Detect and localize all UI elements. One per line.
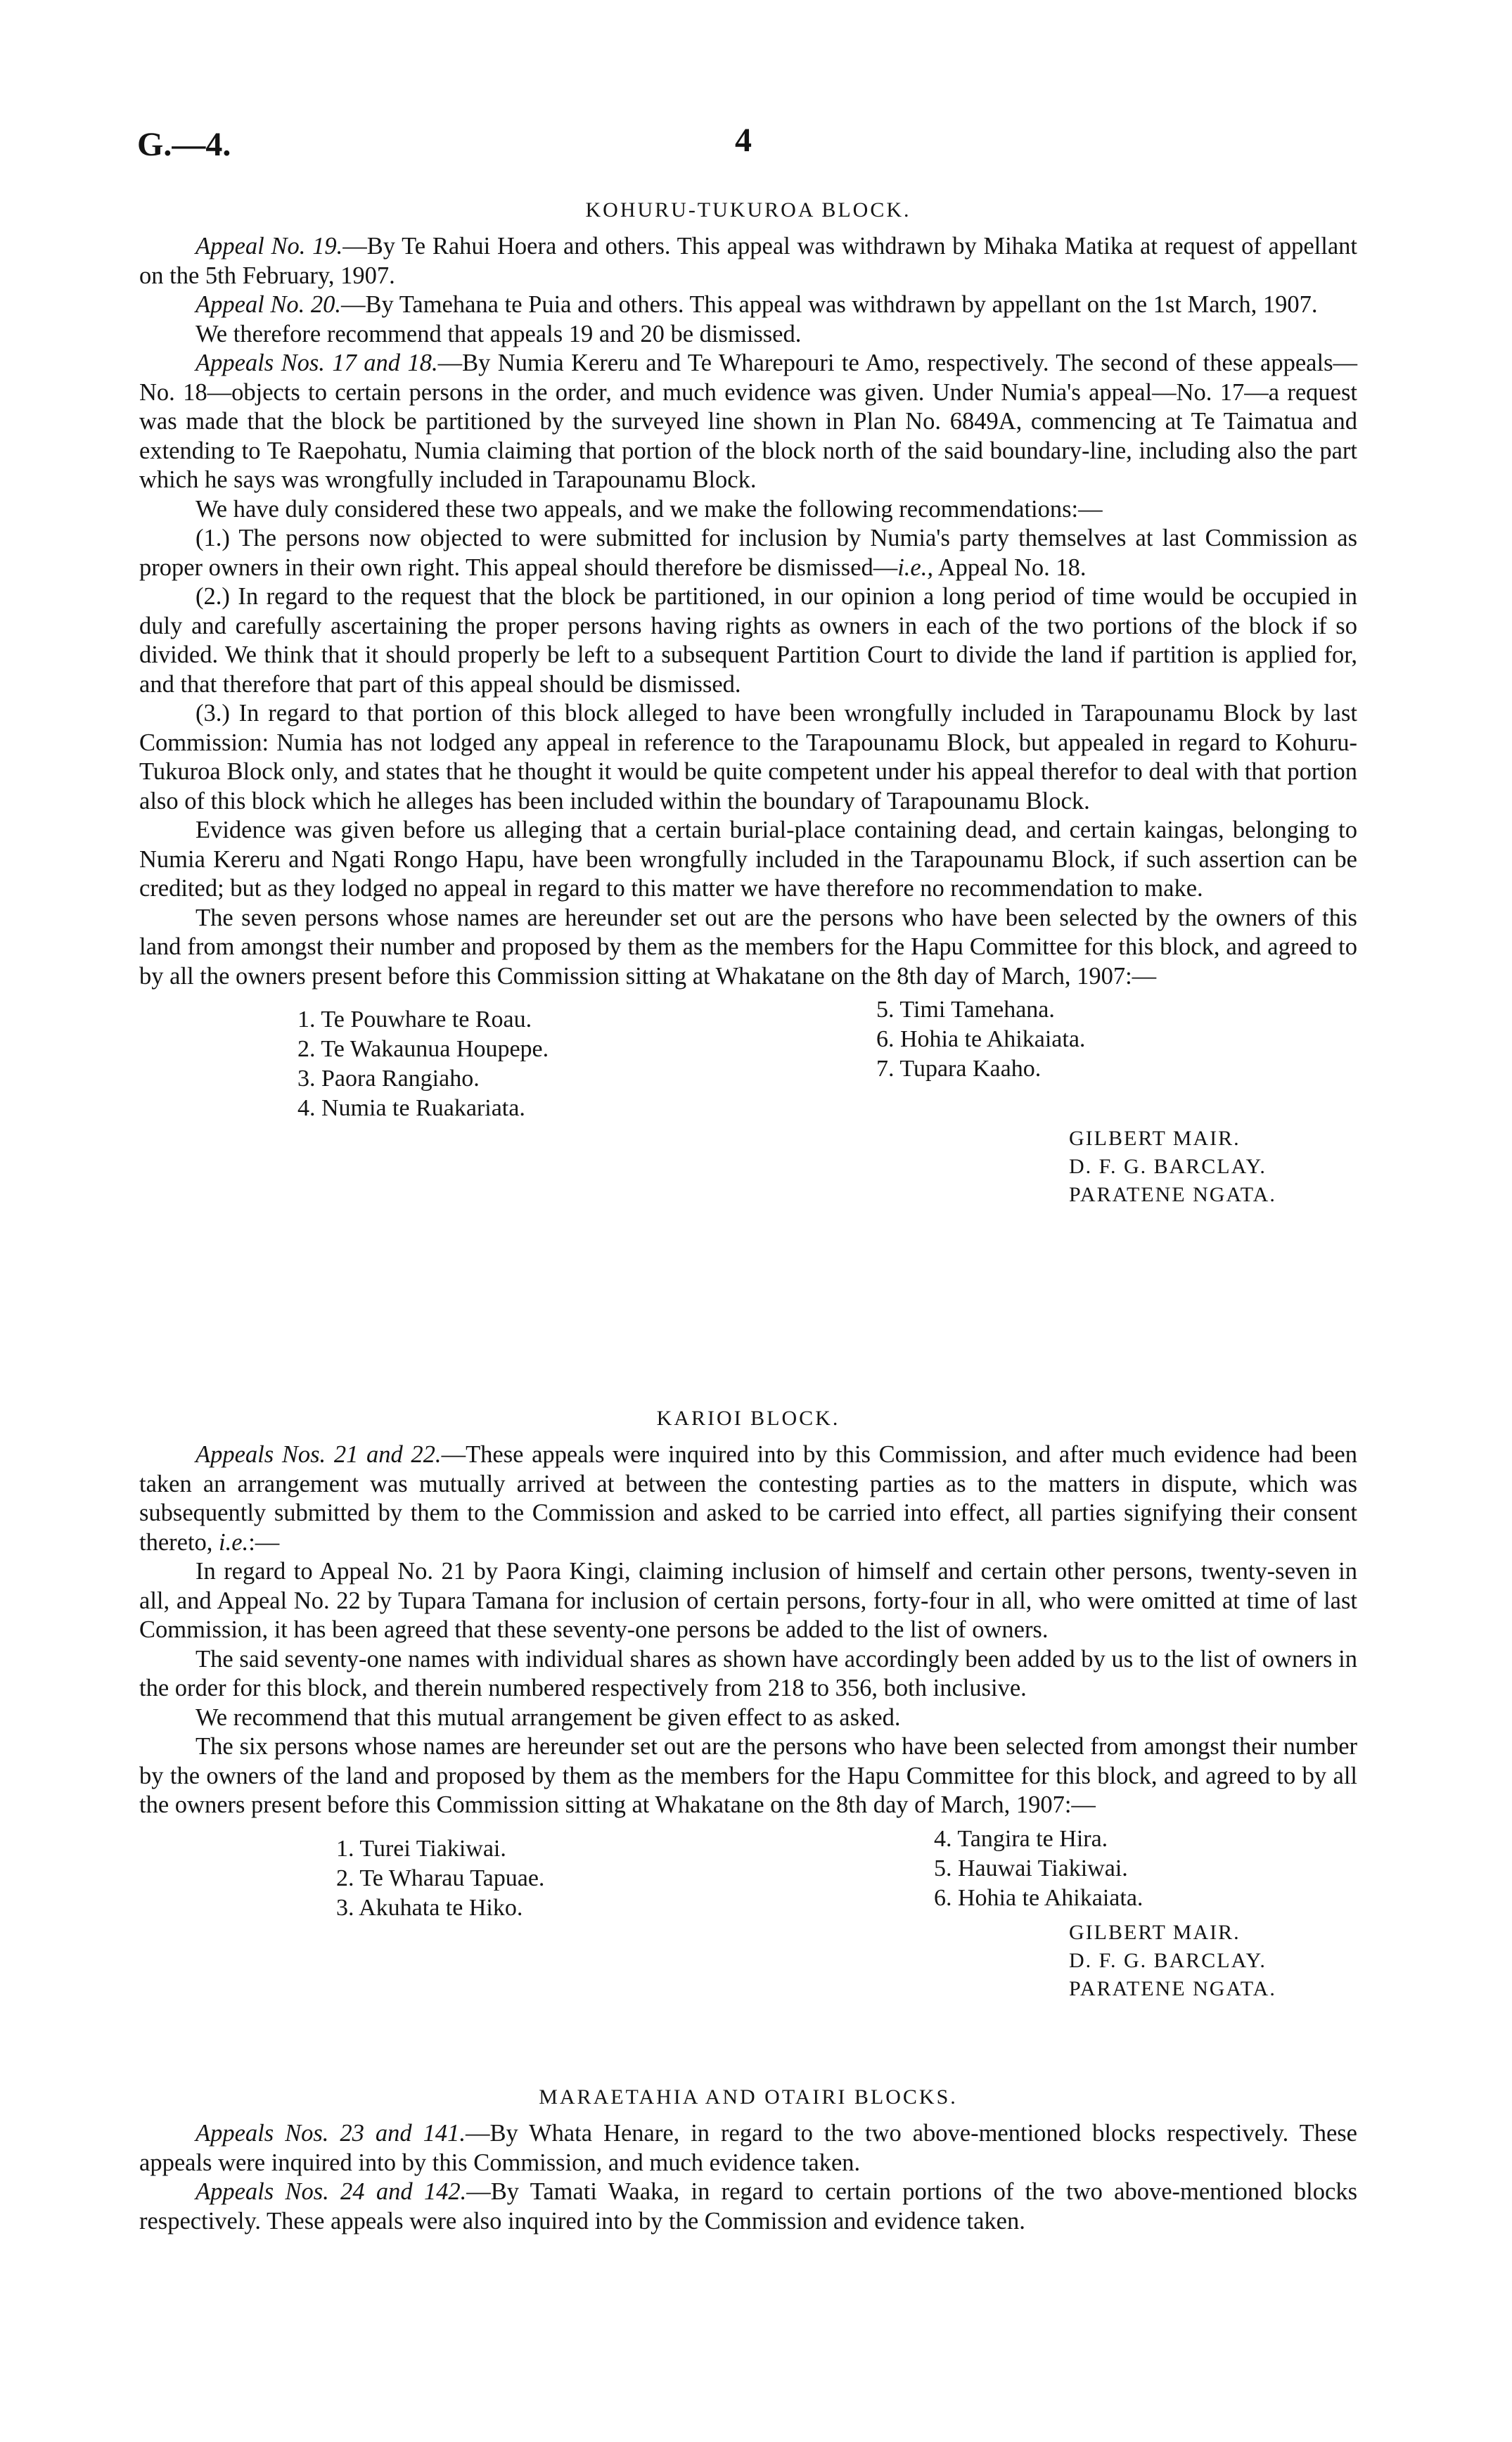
paragraph-text: —By Tamati Waaka, in regard to certain portions of the two above-mentioned blocks respectively. These appeals were also inquired into by the Commission and evidence taken. [139, 2178, 1357, 2235]
signatory: PARATENE NGATA. [1069, 1976, 1276, 2000]
document-reference: G.—4. [137, 126, 231, 163]
paragraph-appeals-23-141 [139, 2119, 1357, 2178]
paragraph-recommendation-1 [139, 524, 1357, 582]
paragraph-appeals-17-18 [139, 349, 1357, 495]
paragraph-recommendation-3: (3.) In regard to that portion of this block alleged to have been wrongfully included in Tarapounamu Block by last Commission: Numia has not lodged any appeal in reference to the Tarapounamu Block, but appealed in regard to Kohuru-Tukuroa Block only, and states that he thought it would be quite competent under his appeal therefor to deal with that portion also of this block which he alleges has been included within the boundary of Tarapounamu Block. [139, 700, 1357, 814]
paragraph-appeal-21: In regard to Appeal No. 21 by Paora Kingi, claiming inclusion of himself and certain other persons, twenty-seven in all, and Appeal No. 22 by Tupara Tamana for inclusion of certain persons, forty-four in all, who were omitted at time of last Commission, it has been agreed that these seventy-one persons be added to the list of owners. [139, 1558, 1357, 1643]
list-item: 5. Timi Tamehana. [876, 997, 1055, 1023]
section-karioi [139, 1400, 1357, 2007]
section-kohuru-tukuroa [139, 191, 1357, 1213]
committee-names-list [139, 995, 1357, 1122]
paragraph-appeals-21-22 [139, 1440, 1357, 1557]
section-heading: MARAETAHIA AND OTAIRI BLOCKS. [539, 2085, 958, 2109]
list-item: 7. Tupara Kaaho. [876, 1056, 1042, 1082]
paragraph-text: (1.) The persons now objected to were submitted for inclusion by Numia's party themselves at last Commission as proper owners in their own right. This appeal should therefore be dismissed— [139, 525, 1357, 581]
signatory: GILBERT MAIR. [1069, 1920, 1241, 1944]
ie-abbrev: i.e. [219, 1528, 249, 1556]
paragraph-recommendations-intro: We have duly considered these two appeals, and we make the following recommendations:— [196, 495, 1103, 523]
page-number: 4 [735, 122, 752, 159]
paragraph-recommend-effect: We recommend that this mutual arrangement be given effect to as asked. [196, 1703, 901, 1731]
list-item: 3. Paora Rangiaho. [297, 1066, 480, 1092]
paragraph-text: —By Te Rahui Hoera and others. This appeal was withdrawn by Mihaka Matika at request of appellant on the 5th February, 1907. [139, 233, 1358, 289]
list-item: 2. Te Wakaunua Houpepe. [297, 1036, 549, 1062]
list-item: 3. Akuhata te Hiko. [336, 1894, 523, 1921]
appeal-label: Appeals Nos. 24 and 142. [196, 2178, 467, 2205]
appeal-label: Appeals Nos. 23 and 141. [196, 2120, 466, 2147]
signatory: D. F. G. BARCLAY. [1069, 1155, 1267, 1178]
list-item: 4. Numia te Ruakariata. [297, 1095, 525, 1121]
paragraph-appeal-20 [139, 290, 1357, 320]
paragraph-appeals-24-142 [139, 2178, 1357, 2236]
paragraph-text: —By Numia Kereru and Te Wharepouri te Amo, respectively. The second of these appeals—No. 18—objects to certain persons in the order, and much evidence was given. Under Numia's appeal—No. 17—a request was made that the block be partitioned by the surveyed line shown in Plan No. 6849A, commencing at Te Taimatua and extending to Te Raepohatu, Numia claiming that portion of the block north of the said boundary-line, including also the part which he says was wrongfully included in Tarapounamu Block. [139, 350, 1357, 493]
section-heading: KOHURU-TUKUROA BLOCK. [585, 198, 911, 222]
appeal-label: Appeals Nos. 17 and 18. [196, 350, 438, 376]
list-item: 6. Hohia te Ahikaiata. [934, 1884, 1143, 1911]
list-item: 4. Tangira te Hira. [934, 1825, 1108, 1852]
signatory: D. F. G. BARCLAY. [1069, 1948, 1267, 1972]
list-item: 2. Te Wharau Tapuae. [336, 1865, 545, 1891]
paragraph-evidence: Evidence was given before us alleging that a certain burial-place containing dead, and certain kaingas, belonging to Numia Kereru and Ngati Rongo Hapu, have been wrongfully included in the Tarapounamu Block, if such assertion can be credited; but as they lodged no appeal in regard to this matter we have therefore no recommendation to make. [139, 817, 1357, 902]
list-item: 1. Te Pouwhare te Roau. [297, 1006, 532, 1033]
signature-block [139, 1919, 1357, 2007]
paragraph-text: :— [248, 1528, 280, 1556]
signatory: PARATENE NGATA. [1069, 1183, 1276, 1206]
ie-abbrev: i.e., [897, 554, 933, 581]
paragraph-text: —These appeals were inquired into by this Commission, and after much evidence had been taken an arrangement was mutually arrived at between the contesting parties as to the matters in dispute, which was subsequently submitted by them to the Commission and asked to be carried into effect, all parties signifying their consent thereto, [139, 1441, 1357, 1556]
paragraph-names-added: The said seventy-one names with individual shares as shown have accordingly been added by us to the list of owners in the order for this block, and therein numbered respectively from 218 to 356, both inclusive. [139, 1645, 1357, 1701]
signatory: GILBERT MAIR. [1069, 1127, 1241, 1150]
signature-block [139, 1125, 1357, 1213]
list-item: 1. Turei Tiakiwai. [336, 1835, 506, 1862]
appeal-label: Appeal No. 19. [196, 233, 343, 260]
section-heading: KARIOI BLOCK. [656, 1407, 840, 1430]
paragraph-appeal-19 [139, 232, 1357, 290]
appeal-label: Appeal No. 20. [196, 291, 341, 318]
committee-names-list [139, 1824, 1357, 1921]
list-item: 6. Hohia te Ahikaiata. [876, 1026, 1086, 1052]
paragraph-text: Appeal No. 18. [933, 554, 1087, 581]
paragraph-hapu-committee: The six persons whose names are hereunder set out are the persons who have been selected from amongst their number by the owners of the land and proposed by them as the members for the Hapu Committee for this block, and agreed to by all the owners present before this Commission sitting at Whakatane on the 8th day of March, 1907:— [139, 1733, 1357, 1818]
paragraph-recommend-dismiss: We therefore recommend that appeals 19 and 20 be dismissed. [196, 320, 802, 347]
section-maraetahia-otairi [139, 2078, 1357, 2236]
paragraph-recommendation-2: (2.) In regard to the request that the block be partitioned, in our opinion a long period of time would be occupied in duly and carefully ascertaining the proper persons having rights as owners in each of the two portions of the block if so divided. We think that it should properly be left to a subsequent Partition Court to divide the land if partition is applied for, and that therefore that part of this appeal should be dismissed. [139, 583, 1357, 698]
paragraph-hapu-committee: The seven persons whose names are hereunder set out are the persons who have been selected by the owners of this land from amongst their number and proposed by them as the members for the Hapu Committee for this block, and agreed to by all the owners present before this Commission sitting at Whakatane on the 8th day of March, 1907:— [139, 904, 1357, 990]
paragraph-text: —By Tamehana te Puia and others. This appeal was withdrawn by appellant on the 1st March, 1907. [340, 291, 1318, 318]
appeal-label: Appeals Nos. 21 and 22. [196, 1441, 442, 1468]
paragraph-text: —By Whata Henare, in regard to the two above-mentioned blocks respectively. These appeals were inquired into by this Commission, and much evidence taken. [139, 2120, 1357, 2176]
list-item: 5. Hauwai Tiakiwai. [934, 1855, 1128, 1881]
